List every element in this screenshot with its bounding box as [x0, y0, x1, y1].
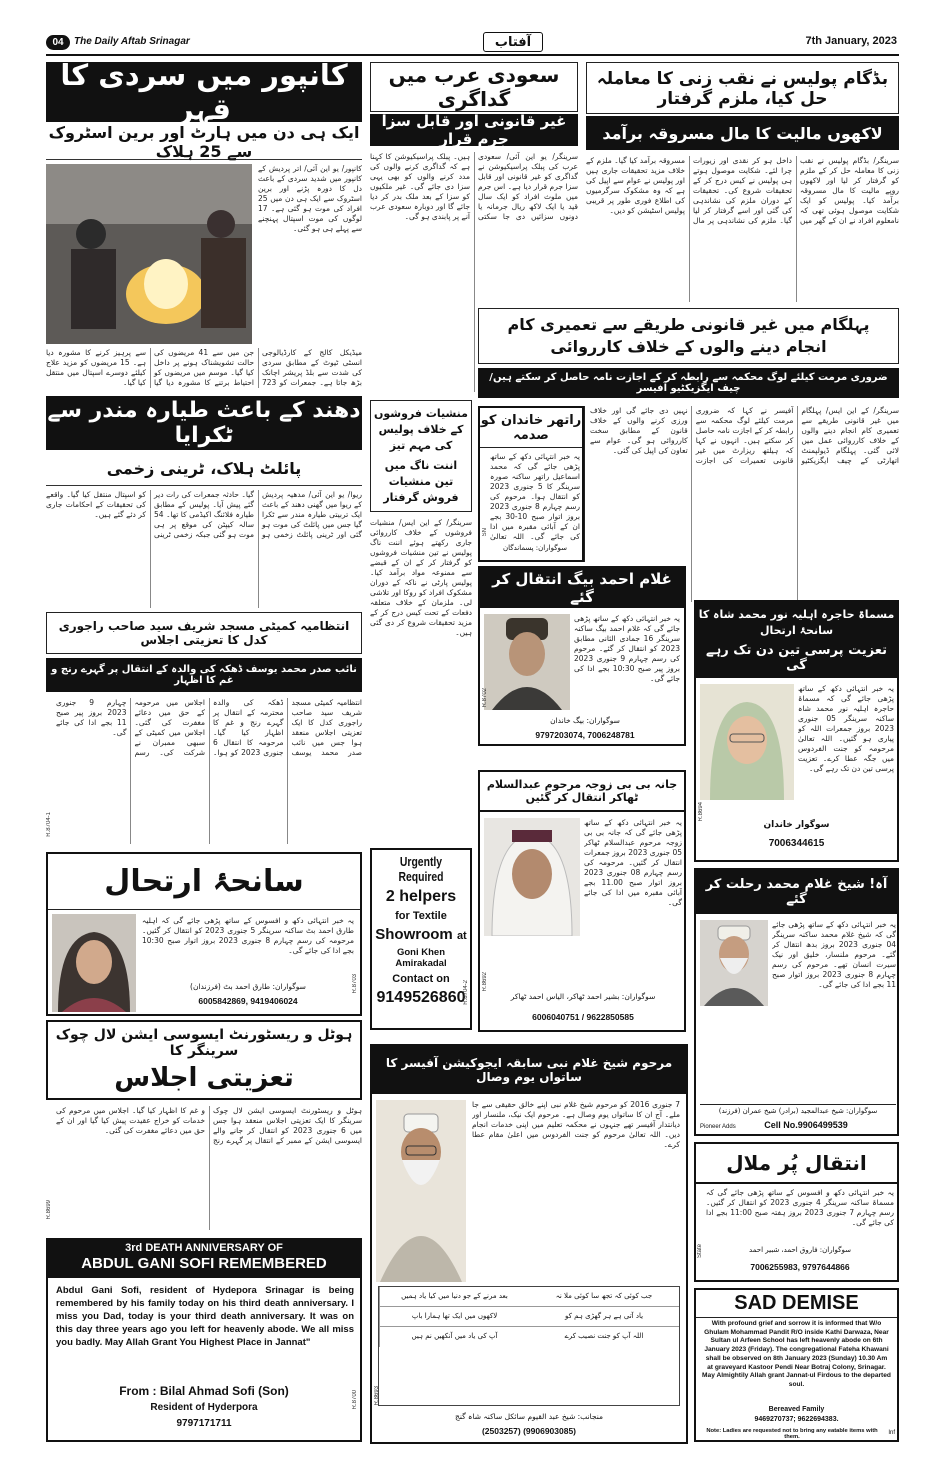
hotel-headline-line-1: ہوٹل و ریسٹورنٹ ایسوسی ایشن لال چوک سرینگر کا [55, 1027, 353, 1059]
drugs-headline-text: منشیات فروشوں کے خلاف پولیس کی مہم تیز [374, 407, 468, 452]
jana-phones: 6006040751 / 9622850585 [532, 1012, 634, 1022]
plane-headline: دھند کے باعث طیارہ مندر سے ٹکرایا [47, 398, 361, 448]
jana-body: یہ خبر انتہائی دکھ کے ساتھ پڑھی جائے گی کہ جانہ بی بی زوجہ مرحوم عبدالسلام ٹھاکر 05 جنوری 2023 بروز جمعرات انتقال کر گئیں۔ مرحومہ کی رسم چہارم 08 جنوری 2023 بروز اتوار صبح 11.00 بجے آبائی مقبرہ میں ادا کی جائے گی۔ [584, 818, 682, 907]
sad-demise-note: Note: Ladies are requested not to bring any eatable items with them. [706, 1428, 878, 1440]
sanha-obituary [46, 852, 362, 1016]
budgam-paragraph-1: سرینگر/ بڈگام پولیس نے نقب زنی کا معاملہ حل کر کے ملزم کو گرفتار کر لیا اور لاکھوں روپے مالیت کا مال مسروقہ برآمد کیا۔ پولیس کو ایک شکایت موصول ہوئی تھی کہ نامعلوم افراد نے ان کے گھر میں داخل ہو کر نقدی اور زیورات چرا لئے۔ [693, 156, 899, 225]
drugs-article [370, 400, 472, 840]
jana-title: جانہ بی بی زوجہ مرحوم عبدالسلام ٹھاکر انتقال کر گئیں [480, 772, 684, 812]
ghulam-ahmad-signature: سوگواران: بیگ خاندان [550, 716, 620, 725]
ghulam-ahmad-title: غلام احمد بیگ انتقال کر گئے [480, 568, 684, 608]
kanpur-body-bottom [46, 348, 362, 388]
intiqal-ref: State [697, 1244, 703, 1259]
pahalgam-subheadline: ضروری مرمت کیلئے لوگ محکمہ سے رابطہ کر کے اجازت نامہ حاصل کر سکتے ہیں/ چیف ایگزیکٹیو آفیسر [478, 368, 899, 398]
intiqal-phones: 7006255983, 9797644866 [750, 1262, 850, 1272]
poem-line: یاد آتی ہے ہر گھڑی ہم کو [529, 1307, 679, 1327]
kanpur-headline: کانپور میں سردی کا قہر [46, 62, 362, 122]
hotel-body: ہوٹل و ریسٹورنٹ ایسوسی ایشن لال چوک سرینگر کا ایک تعزیتی اجلاس منعقد ہوا جس میں 6 جنوری 2023 کو انتقال کر جانے والے ایسوسی ایشن کے ممبر کے انتقال پر گہرے رنج و غم کا اظہار کیا گیا۔ اجلاس میں مرحوم کی خدمات کو خراج عقیدت پیش کیا گیا اور ان کے حق میں دعائے مغفرت کی گئی۔ [56, 1106, 362, 1145]
haja-photo [700, 684, 794, 800]
textile-line-1: Urgently Required [398, 854, 444, 884]
kanpur-subheadline: ایک ہی دن میں ہارٹ اور برین اسٹروک سے 25 ہلاک [46, 124, 362, 160]
marhoom-portrait [376, 1100, 466, 1282]
textile-line-6: Contact on [392, 973, 450, 985]
masthead-logo: آفتاب [483, 32, 543, 52]
haja-title [696, 602, 897, 678]
textile-line-3: for Textile [395, 910, 447, 922]
kanpur-paragraph-3: موسم میں مریضوں کو احتیاط برتنے کا مشورہ دیا گیا سے پرہیز کرنے کا مشورہ دیا ہے۔ 15 مریضوں کو مزید علاج کیلئے دوسرے اسپتال میں منتقل کیا گیا۔ [46, 348, 254, 387]
rather-content [478, 406, 584, 562]
ghulam-ahmad-obituary [478, 566, 686, 746]
textile-at: at [456, 930, 467, 942]
budgam-paragraph-2: شکایت موصول ہوتے ہی پولیس نے کیس درج کر کے تحقیقات شروع کی۔ تحقیقات کے دوران ملزم کی نشاندہی کی گئی اور اسے گرفتار کر لیا گیا۔ ملزم کی نشاندہی پر مال مسروقہ برآمد کیا گیا۔ [614, 156, 792, 225]
sheikh-obituary [694, 868, 899, 1136]
marhoom-photo [376, 1100, 466, 1282]
sanha-ref: R.8703 [352, 974, 358, 994]
sanha-body: یہ خبر انتہائی دکھ و افسوس کے ساتھ پڑھی جائے گی کہ اہلیہ طارق احمد بٹ ساکنہ سرینگر 5 جنوری 2023 کو انتقال کر گئیں۔ مرحومہ کی رسم چہارم 8 جنوری 2023 بروز اتوار صبح 10:30 بجے ادا کی جائے گی۔ [142, 916, 354, 955]
haja-signature: سوگوار خاندان [763, 820, 830, 830]
pahalgam-article [478, 308, 899, 400]
rather-ref: SN [482, 528, 488, 537]
sanha-portrait [52, 914, 136, 1012]
sheikh-photo [700, 920, 768, 1006]
hotel-article [46, 1020, 362, 1232]
sanha-signature: سوگواران: طارق احمد بٹ (فرزندان) [190, 982, 306, 991]
drugs-body: سرینگر/ کے این ایس/ منشیات فروشوں کے خلاف کارروائی جاری رکھتے ہوئے اننت ناگ پولیس نے تین منشیات فروشوں کو گرفتار کر کے ان کے قبضے سے ممنوعہ مواد برآمد کیا۔ پولیس پارٹی نے ناکہ کے دوران مشکوک افراد کو روکا اور تلاشی لی۔ ملزمان کے خلاف متعلقہ دفعات کے تحت کیس درج کر کے مزید تحقیقات شروع کر دی گئی ہیں۔ [370, 518, 472, 637]
abdul-gani-kicker: 3rd DEATH ANNIVERSARY OF [125, 1242, 283, 1254]
haja-body: یہ خبر انتہائی دکھ کے ساتھ پڑھی جائے گی کہ مسماۃ حاجرہ اہلیہ نور محمد شاہ ساکنہ سرینگر 05 جنوری 2023 بروز جمعرات اللہ کو پیاری ہو گئیں۔ اللہ تعالیٰ مرحومہ کو جنت الفردوس میں جگہ عطا کرے۔ تعزیت پرسی تین دن تک رہے گی۔ [798, 684, 894, 773]
poem-line: جب کوئی کہ تجھ سا کوئی ملا نہ [529, 1287, 679, 1307]
intiqal-signature: سوگواران: فاروق احمد، شبیر احمد [749, 1246, 851, 1254]
ghulam-ahmad-portrait [484, 614, 570, 710]
condolence-body: انتظامیہ کمیٹی مسجد شریف سید صاحب راجوری کدل کا ایک تعزیتی اجلاس منعقد ہوا جس میں نائب صدر محمد یوسف ڈھکہ کی والدہ محترمہ کے انتقال پر گہرے رنج و غم کا اظہار کیا گیا۔ مرحومہ کا انتقال 6 جنوری 2023 کو ہوا۔ اجلاس میں مرحومہ کے حق میں دعائے مغفرت کی گئی۔ اجلاس میں کمیٹی کے سبھی ممبران نے شرکت کی۔ رسم چہارم 9 جنوری 2023 بروز پیر صبح 11 بجے ادا کی جائے گی۔ [56, 698, 362, 757]
abdul-gani-remembrance [46, 1238, 362, 1442]
abdul-gani-header [48, 1240, 360, 1278]
condolence-ref: R.8704-1 [46, 812, 52, 837]
drugs-subheadline-text: اننت ناگ میں تین منشیات فروش گرفتار [383, 459, 459, 504]
haja-ref: R.8694 [698, 802, 704, 822]
pahalgam-paragraph-2: انہوں نے کہا کہ ہیلتھ ریزارٹ میں غیر قانونی تعمیرات کی اجازت نہیں دی جائے گی اور خلاف ورزی کرنے والوں کے خلاف قانون کے مطابق سخت کارروائی ہو گی۔ عوام سے تعاون کی اپیل کی گئی۔ [590, 406, 794, 465]
page-date: 7th January, 2023 [805, 35, 897, 47]
kanpur-photo-image [46, 164, 252, 344]
condolence-article [46, 612, 362, 844]
intiqal-title: انتقال پُر ملال [696, 1144, 897, 1184]
saudi-paragraph-1: سرینگر/ یو این آئی/ سعودی عرب کی پبلک پراسیکیوشن نے گداگری کو غیر قانونی اور قابل سزا جرم قرار دیا ہے۔ اس جرم میں ملوث افراد کو ایک سال قید یا ایک لاکھ ریال جرمانہ یا دونوں سزائیں دی جا سکتی ہیں۔ [453, 152, 578, 221]
paper-name: The Daily Aftab Srinagar [74, 36, 190, 47]
budgam-article [586, 62, 899, 302]
sheikh-body: یہ خبر انتہائی دکھ کے ساتھ پڑھی جائے گی کہ شیخ غلام محمد ساکنہ سرینگر 04 جنوری 2023 بروز بدھ انتقال کر گئے۔ مرحوم ملنسار، خلیق اور نیک سیرت انسان تھے۔ مرحوم کی رسم چہارم 8 جنوری 2023 بروز اتوار صبح 11 بجے ادا کی جائے گی۔ [772, 920, 896, 989]
haja-subtitle-text: تعزیت پرسی تین دن تک رہے گی [705, 643, 888, 673]
rather-body: یہ خبر انتہائی دکھ کے ساتھ پڑھی جائے گی کہ محمد اسماعیل راتھر ساکنہ صورہ سرینگر کا 5 جنوری 2023 کو انتقال ہوا۔ مرحوم کی رسم چہارم 8 جنوری 2023 بروز اتوار صبح 10-30 بجے ان کے آبائی مقبرہ میں ادا کی جائے گی۔ اللہ تعالیٰ [490, 452, 580, 541]
sheikh-cell: Cell No.9906499539 [764, 1120, 848, 1130]
sheikh-adv: Pioneer Adds [700, 1124, 736, 1130]
budgam-subheadline: لاکھوں مالیت کا مال مسروقہ برآمد [586, 116, 899, 150]
haja-obituary [694, 600, 899, 862]
abdul-gani-residence: Resident of Hyderpora [150, 1402, 258, 1413]
pahalgam-paragraph-1: سرینگر/ کے این ایس/ پہلگام میں غیر قانونی طریقے سے تعمیری کام انجام دینے والوں کے خلاف کارروائی عمل میں لائی گئی۔ پہلگام ڈیولپمنٹ اتھارٹی کے چیف ایگزیکٹیو آفیسر نے کہا کہ ضروری مرمت کیلئے لوگ محکمہ سے رابطہ کر کے اجازت نامہ حاصل کر سکتے ہیں۔ [695, 406, 899, 465]
saudi-subheadline: غیر قانونی اور قابل سزا جرم قرار [370, 114, 578, 146]
hotel-headline [46, 1020, 362, 1100]
haja-portrait [700, 684, 794, 800]
intiqal-body: یہ خبر انتہائی دکھ و افسوس کے ساتھ پڑھی جائے گی کہ مسماۃ ساکنہ سرینگر 4 جنوری 2023 کو انتقال کر گئیں۔ رسم چہارم 7 جنوری 2023 بروز ہفتہ صبح 11:00 بجے ادا کی جائے گی۔ [706, 1188, 894, 1227]
marhoom-phones: (2503257) (9906903085) [481, 1426, 577, 1436]
sad-demise-family: Bereaved Family [768, 1406, 825, 1413]
poem-line: لاکھوں میں ایک تھا ہمارا باپ [379, 1307, 529, 1327]
marhoom-poem [378, 1286, 680, 1406]
sheikh-portrait [700, 920, 768, 1006]
abdul-gani-title: ABDUL GANI SOFI REMEMBERED [81, 1255, 327, 1272]
marhoom-body: 7 جنوری 2016 کو مرحوم شیخ غلام نبی اپنے خالق حقیقی سے جا ملے۔ آج ان کا ساتواں یوم وصال ہے۔ مرحوم ایک نیک، ملنسار اور دیانتدار آفیسر تھے جنہوں نے محکمہ تعلیم میں اپنی خدمات انجام دیں۔ اللہ تعالیٰ مرحوم کو جنت الفردوس میں اعلیٰ مقام عطا کرے۔ [472, 1100, 680, 1149]
condolence-headline: انتظامیہ کمیٹی مسجد شریف سید صاحب راجوری کدل کا تعزیتی اجلاس [46, 612, 362, 654]
marhoom-ref: R.8693 [374, 1386, 380, 1406]
jana-obituary [478, 770, 686, 1032]
sad-demise-title: SAD DEMISE [696, 1292, 897, 1318]
jana-portrait [484, 818, 580, 936]
sheikh-title: آہ! شیخ غلام محمد رحلت کر گئے [696, 870, 897, 914]
kanpur-paragraph-2: میڈیکل کالج کے کارڈیالوجی انسٹی ٹیوٹ کے مطابق سردی کی شدت سے بلڈ پریشر اچانک بڑھ جاتا ہے۔ جمعرات کو 723 جن میں سے 41 مریضوں کی حالت تشویشناک ہونے پر داخل کیا گیا۔ [154, 348, 362, 387]
page-number-badge: 04 [46, 35, 70, 50]
abdul-gani-ref: R.8700 [352, 1390, 358, 1410]
ghulam-ahmad-phones: 9797203074, 7006248781 [535, 730, 635, 740]
marhoom-title: مرحوم شیخ غلام نبی سابقہ ایجوکیشن آفیسر کا ساتواں یوم وصال [372, 1046, 686, 1094]
jana-signature: سوگواران: بشیر احمد ٹھاکر، الیاس احمد ٹھاکر [510, 992, 656, 1001]
ghulam-ahmad-body: یہ خبر انتہائی دکھ کے ساتھ پڑھی جائے گی کہ غلام احمد بیگ ساکنہ سرینگر 16 جمادی الثانی مطابق 2023 کو انتقال کر گئے۔ مرحوم کی رسم چہارم 9 جنوری 2023 بروز پیر صبح 10:30 بجے ادا کی جائے گی۔ [574, 614, 680, 683]
sad-demise-phones: 9469270737; 9622694383. [754, 1416, 839, 1423]
sad-demise-ref: Inf [888, 1430, 895, 1436]
ghulam-ahmad-ref: R.8702 [482, 688, 488, 708]
marhoom-signature: منجانب: شیخ عبد القیوم سائکل ساکنہ شاہ گنج [455, 1412, 603, 1421]
sad-demise-body: With profound grief and sorrow it is informed that W/o Ghulam Mohammad Pandit R/O inside Kathi Darwaza, Near Sultan ul Arfeen School has left heavenly abode on 6th January 2023 (Friday). The congregational Fateha Khawani shall be observed on 8th January 2023 (Sunday) 10.30 Am at graveyard Kastoor Pendi Near Botraj Colony, Srinagar. May Almightily Allah grant Jannat-ul Firdous to the departed soul. [702, 1320, 891, 1388]
intiqal-obituary [694, 1142, 899, 1282]
pahalgam-headline: پہلگام میں غیر قانونی طریقے سے تعمیری کام انجام دینے والوں کے خلاف کارروائی [478, 308, 899, 364]
rather-title: راتھر خاندان کو صدمہ [480, 408, 582, 448]
textile-ref: R.8704-2 [463, 980, 469, 1005]
kanpur-body-top: کانپور/ یو این آئی/ اتر پردیش کے کانپور میں شدید سردی کے باعث دل کا دورہ پڑنے اور برین اسٹروک سے ایک ہی دن میں 25 افراد کی موت ہو گئی ہے۔ 17 لوگوں کی موت اسپتال پہنچنے سے پہلے ہی ہو گئی۔ [258, 164, 362, 233]
drugs-headline [370, 400, 472, 512]
plane-paragraph-2: پولیس کے مطابق طیارہ فلائنگ اکیڈمی کا تھا۔ 54 سالہ کیپٹن کی موقع پر ہی موت ہو گئی جبکہ زخمی ٹرینی کو اسپتال منتقل کیا گیا۔ واقعے کی تحقیقات کے احکامات جاری کر دئے گئے ہیں۔ [46, 490, 254, 539]
abdul-gani-body [56, 1284, 354, 1349]
sad-demise-notice [694, 1288, 899, 1442]
kanpur-photo [46, 164, 252, 344]
kanpur-article [46, 62, 362, 388]
marhoom-remembrance [370, 1044, 688, 1444]
hotel-ref: R.8699 [46, 1200, 52, 1220]
textile-line-2: 2 helpers [385, 888, 457, 905]
textile-line-5: Goni Khen Amirakadal [395, 947, 447, 969]
sheikh-signature: سوگواران: شیخ عبدالمجید (برادر) شیخ عمران (فرزند) [700, 1104, 896, 1115]
sanha-photo [52, 914, 136, 1012]
poem-line: آپ کی یاد میں آنکھیں نم ہیں [379, 1327, 529, 1347]
poem-line: اللہ آپ کو جنت نصیب کرے [564, 1332, 644, 1340]
haja-phone: 7006344615 [768, 838, 825, 849]
ghulam-ahmad-photo [484, 614, 570, 710]
poem-line: بعد مرنے کے جو دنیا میں کیا یاد ہمیں [379, 1287, 529, 1307]
jana-photo [484, 818, 580, 936]
sanha-phones: 6005842869, 9419406024 [198, 996, 298, 1006]
textile-ad [370, 848, 472, 1030]
abdul-gani-body-1: Abdul Gani Sofi, resident of Hydepora Srinagar is being remembered by his family today on his third death anniversary. [56, 1285, 354, 1309]
saudi-paragraph-2: پبلک پراسیکیوشن کا کہنا ہے کہ گداگری کرنے والوں کی مدد کرنے والوں کو بھی یہی سزا دی جائے گی۔ غیر ملکیوں کو سزا کے بعد ملک بدر کر دیا جائے گا اور دوبارہ سعودی عرب آنے پر پابندی ہو گی۔ [370, 152, 470, 221]
sanha-title: سانحۂ ارتحال [48, 854, 360, 910]
abdul-gani-from: From : Bilal Ahmad Sofi (Son) [119, 1384, 289, 1398]
page-header [46, 32, 899, 56]
rather-signature: سوگواران: پسماندگان [502, 544, 568, 552]
textile-phone: 9149526860 [376, 989, 466, 1006]
condolence-subheadline: نائب صدر محمد یوسف ڈھکہ کی والدہ کے انتقال پر گہرے رنج و غم کا اظہار [46, 658, 362, 692]
plane-article [46, 396, 362, 608]
saudi-headline: سعودی عرب میں گداگری [370, 62, 578, 112]
hotel-headline-line-2: تعزیتی اجلاس [114, 1063, 294, 1093]
jana-ref: R.8692 [482, 972, 488, 992]
plane-paragraph-1: ریوا/ یو این آئی/ مدھیہ پردیش کے ریوا میں گھنی دھند کے باعث ایک تربیتی طیارہ مندر سے ٹکرا گیا جس میں پائلٹ کی موت ہو گئی اور ٹرینی پائلٹ زخمی ہو گیا۔ حادثہ جمعرات کی رات دیر گئے پیش آیا۔ [154, 490, 362, 539]
budgam-paragraph-3: ملزم کے خلاف مزید تحقیقات جاری ہیں اور پولیس نے عوام سے اپیل کی ہے کہ وہ مشکوک سرگرمیوں کی اطلاع فوری طور پر قریبی پولیس اسٹیشن کو دیں۔ [586, 156, 685, 215]
plane-body [46, 490, 362, 608]
plane-subheadline: پائلٹ ہلاک، ٹرینی زخمی [46, 452, 362, 486]
textile-line-4 [372, 926, 470, 943]
abdul-gani-body-2: I miss you Dad, today is your third death anniversary. It was on this day three years ago you left for heavenly abode. We all miss you badly. May Allah Grant You Highest Place in Jannat" [56, 1298, 355, 1348]
abdul-gani-phone: 9797171711 [176, 1418, 232, 1429]
budgam-body [586, 156, 899, 302]
textile-showroom: Showroom [375, 926, 453, 943]
budgam-headline: بڈگام پولیس نے نقب زنی کا معاملہ حل کیا، ملزم گرفتار [586, 62, 899, 114]
haja-title-text: مسماۃ حاجرہ اہلیہ نور محمد شاہ کا سانحۂ ارتحال [698, 608, 895, 637]
